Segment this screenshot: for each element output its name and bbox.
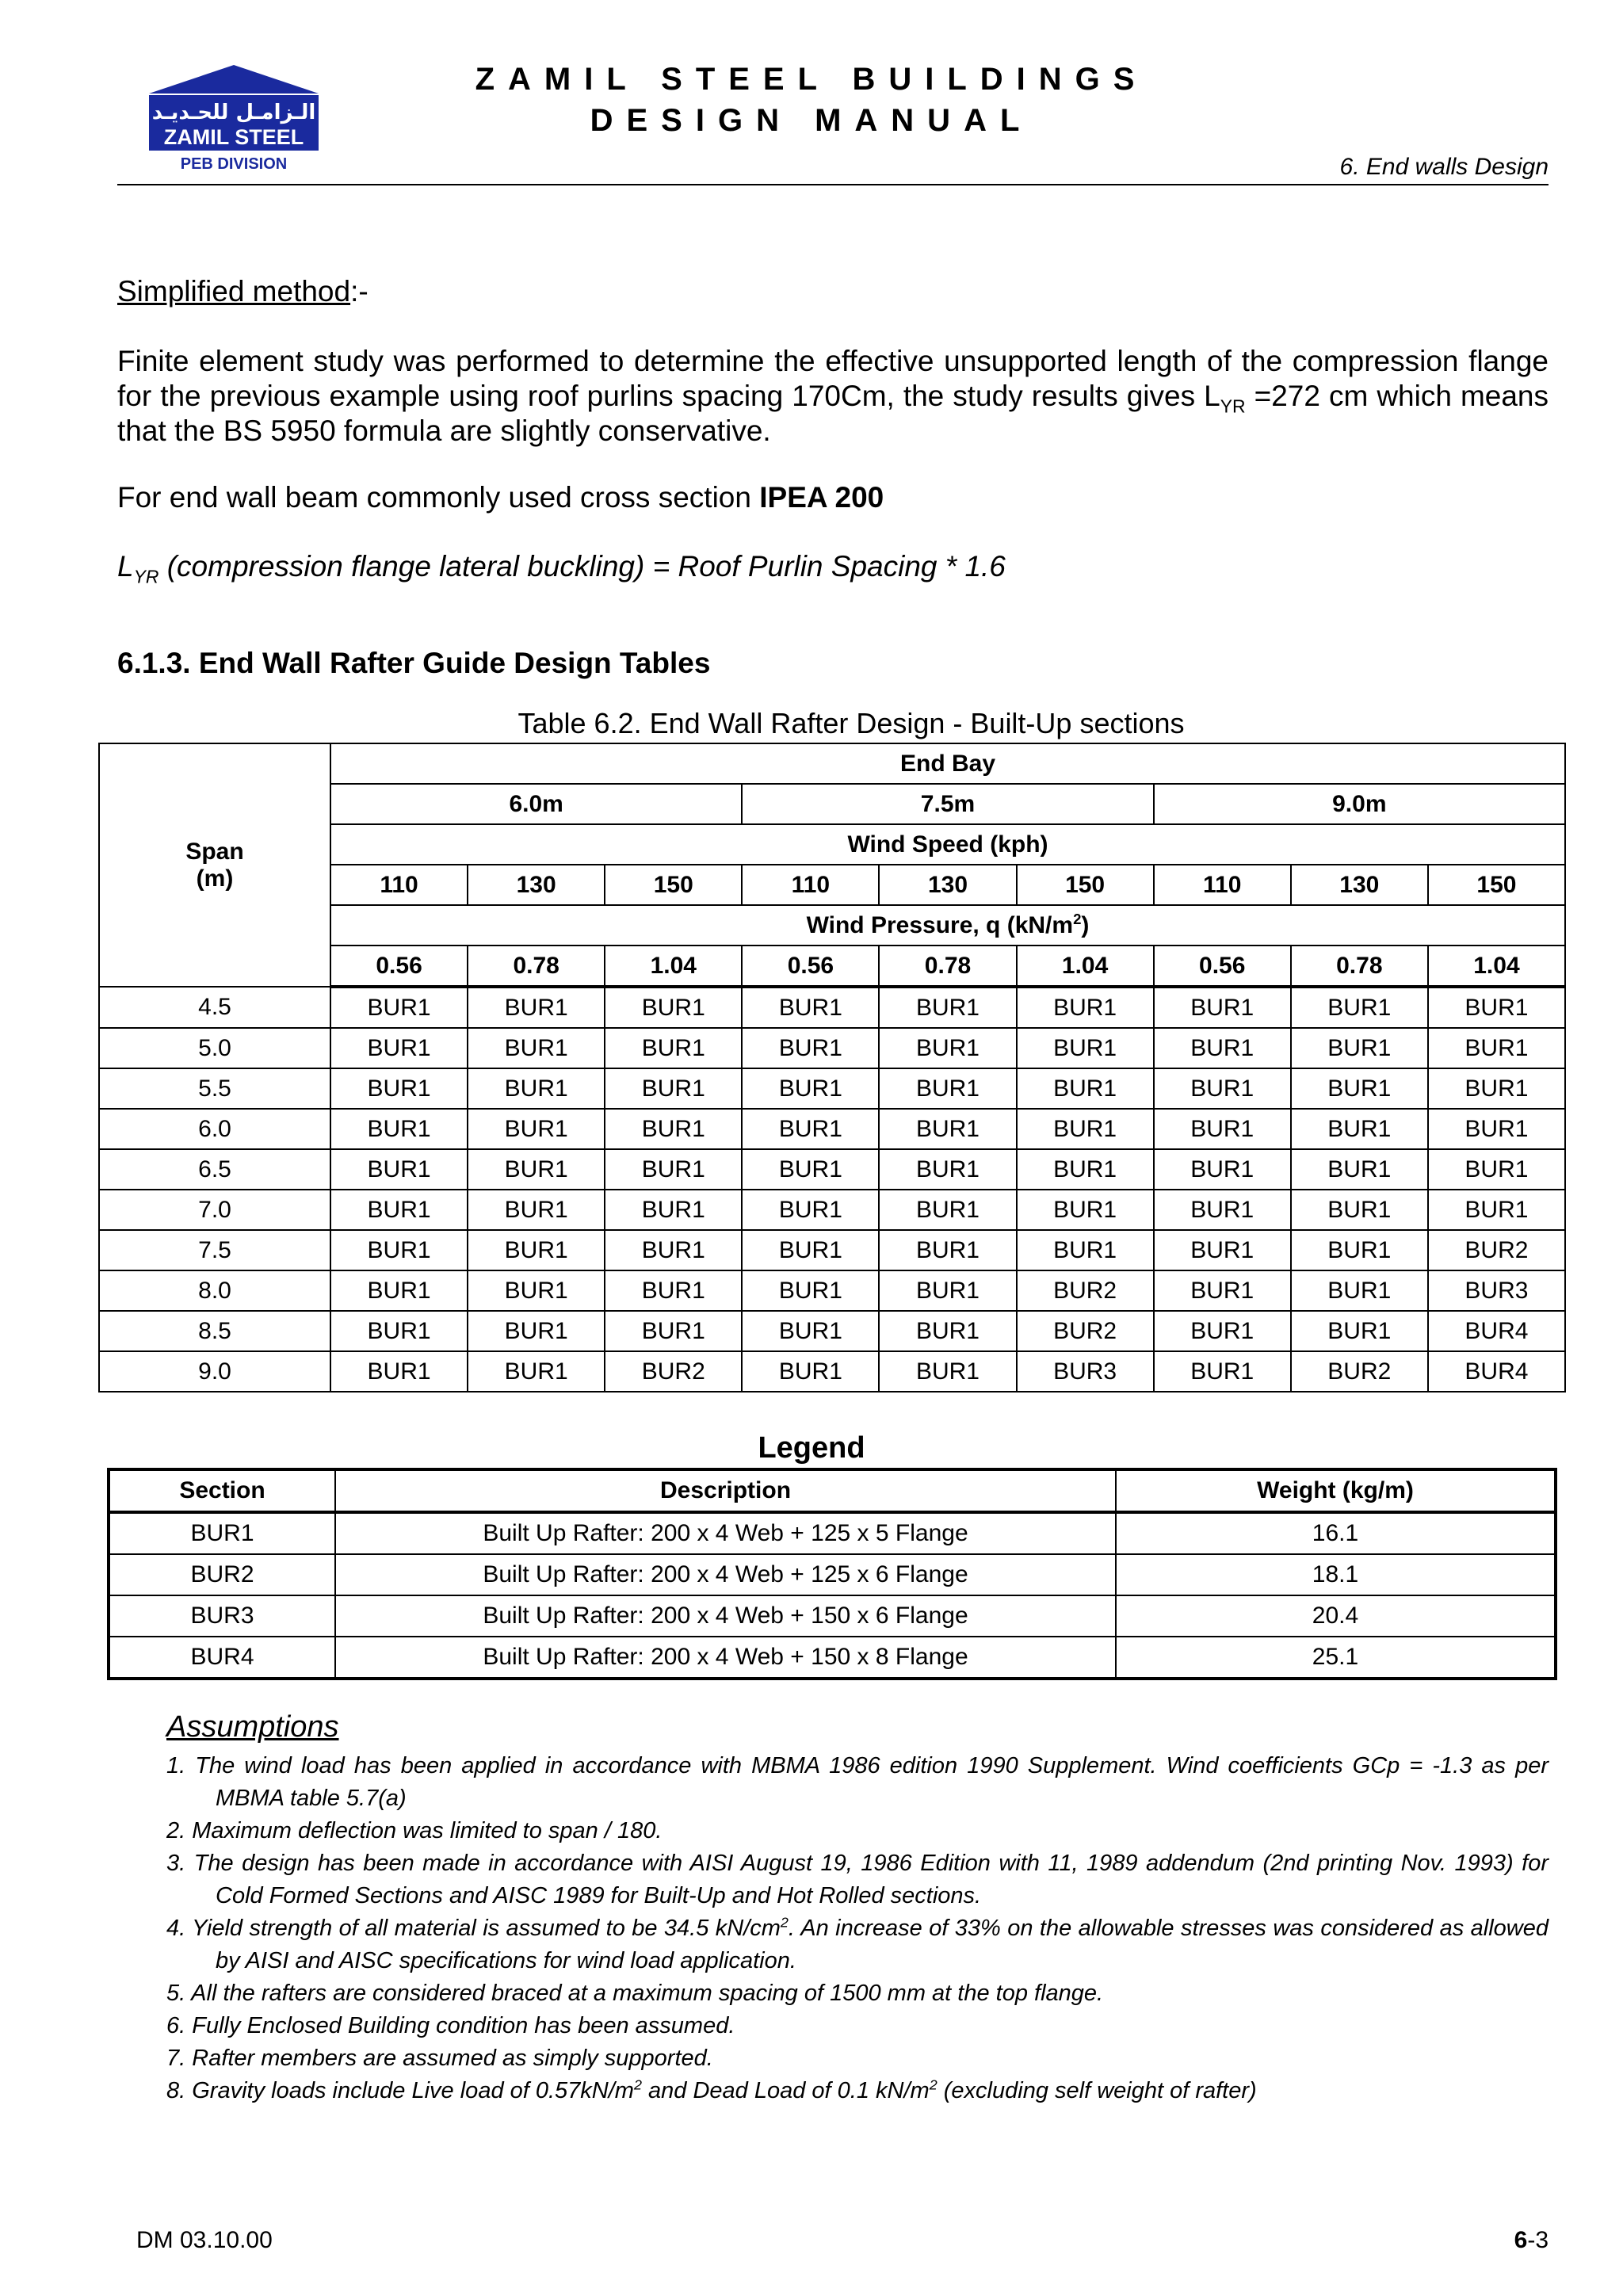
section-cell: BUR1 [879, 1109, 1016, 1149]
section-cell: BUR1 [605, 1230, 742, 1270]
section-cell: BUR1 [330, 1068, 468, 1109]
table-row [99, 1190, 1565, 1230]
section-cell: BUR1 [1291, 1230, 1428, 1270]
section-cell: BUR1 [330, 1109, 468, 1149]
section-cell: BUR1 [468, 1311, 605, 1351]
section-cell: BUR1 [605, 1270, 742, 1311]
legend-description-cell: Built Up Rafter: 200 x 4 Web + 125 x 5 Flange [335, 1512, 1116, 1554]
section-cell: BUR2 [1017, 1311, 1154, 1351]
wind-pressure-cell: 0.78 [1291, 946, 1428, 987]
section-cell: BUR1 [1154, 1068, 1291, 1109]
section-cell: BUR1 [1017, 1190, 1154, 1230]
span-cell: 7.5 [99, 1230, 330, 1270]
assumption-item: 5. All the rafters are considered braced at a maximum spacing of 1500 mm at the top flange. [166, 1981, 1104, 2006]
section-cell: BUR1 [1154, 1230, 1291, 1270]
legend-title: Legend [758, 1431, 865, 1465]
section-cell: BUR1 [330, 1311, 468, 1351]
wind-speed-cell: 110 [1154, 865, 1291, 905]
span-cell: 4.5 [99, 987, 330, 1028]
legend-weight-cell: 20.4 [1116, 1595, 1556, 1637]
section-cell: BUR1 [330, 987, 468, 1028]
section-cell: BUR1 [330, 1270, 468, 1311]
wind-pressure-cell: 1.04 [1017, 946, 1154, 987]
span-cell: 5.0 [99, 1028, 330, 1068]
section-cell: BUR1 [742, 987, 879, 1028]
simplified-method-heading: Simplified method:- [117, 275, 369, 308]
section-cell: BUR1 [742, 1230, 879, 1270]
section-cell: BUR1 [330, 1351, 468, 1392]
assumption-item: 7. Rafter members are assumed as simply supported. [166, 2046, 713, 2071]
section-cell: BUR1 [468, 1109, 605, 1149]
wind-pressure-cell: 0.56 [742, 946, 879, 987]
span-cell: 9.0 [99, 1351, 330, 1392]
legend-row [109, 1595, 1556, 1637]
section-cell: BUR1 [1017, 1109, 1154, 1149]
section-cell: BUR1 [742, 1109, 879, 1149]
wind-speed-cell: 110 [330, 865, 468, 905]
section-cell: BUR1 [468, 1068, 605, 1109]
section-cell: BUR1 [1291, 987, 1428, 1028]
manual-title-line2: DESIGN MANUAL [590, 103, 1033, 138]
section-cell: BUR1 [1017, 1230, 1154, 1270]
cross-section-paragraph: For end wall beam commonly used cross section IPEA 200 [117, 481, 884, 514]
legend-row [109, 1512, 1556, 1554]
legend-weight-cell: 18.1 [1116, 1554, 1556, 1595]
section-cell: BUR2 [1017, 1270, 1154, 1311]
logo-arabic-text: الـزامـل للحـديـد [151, 101, 316, 124]
wind-speed-cell: 130 [468, 865, 605, 905]
section-cell: BUR1 [1291, 1311, 1428, 1351]
wind-speed-header: Wind Speed (kph) [330, 824, 1565, 865]
section-cell: BUR1 [1154, 1028, 1291, 1068]
section-cell: BUR1 [468, 987, 605, 1028]
span-cell: 8.0 [99, 1270, 330, 1311]
section-cell: BUR1 [1291, 1149, 1428, 1190]
logo-name-text: ZAMIL STEEL [163, 125, 304, 149]
legend-section-cell: BUR4 [109, 1637, 335, 1679]
section-cell: BUR1 [879, 1149, 1016, 1190]
span-cell: 6.5 [99, 1149, 330, 1190]
legend-header-weight: Weight (kg/m) [1116, 1469, 1556, 1512]
section-heading: 6.1.3. End Wall Rafter Guide Design Tables [117, 647, 711, 679]
wind-pressure-cell: 0.78 [879, 946, 1016, 987]
span-cell: 7.0 [99, 1190, 330, 1230]
section-cell: BUR1 [1428, 1068, 1565, 1109]
section-cell: BUR1 [468, 1230, 605, 1270]
section-cell: BUR1 [742, 1068, 879, 1109]
section-cell: BUR1 [605, 987, 742, 1028]
section-cell: BUR1 [879, 1028, 1016, 1068]
assumption-item: 6. Fully Enclosed Building condition has been assumed. [166, 2013, 735, 2038]
legend-description-cell: Built Up Rafter: 200 x 4 Web + 150 x 8 Flange [335, 1637, 1116, 1679]
section-cell: BUR1 [879, 1351, 1016, 1392]
legend-weight-cell: 16.1 [1116, 1512, 1556, 1554]
assumption-item: 2. Maximum deflection was limited to span / 180. [166, 1818, 663, 1843]
legend-section-cell: BUR1 [109, 1512, 335, 1554]
section-cell: BUR2 [605, 1351, 742, 1392]
section-cell: BUR4 [1428, 1311, 1565, 1351]
finite-element-paragraph: Finite element study was performed to determine the effective unsupported length of the compression flange for the previous example using roof purlins spacing 170Cm, the study results gives $L_{YR} =272$ cm which means that the BS 5950 formula are slightly conservative. [117, 345, 1549, 447]
table-row [99, 1068, 1565, 1109]
section-cell: BUR1 [742, 1028, 879, 1068]
bay-header: 6.0m [330, 784, 742, 824]
wind-speed-cell: 110 [742, 865, 879, 905]
section-cell: BUR1 [1017, 1149, 1154, 1190]
section-cell: BUR1 [879, 1270, 1016, 1311]
span-cell: 6.0 [99, 1109, 330, 1149]
section-cell: BUR1 [879, 987, 1016, 1028]
section-cell: BUR4 [1428, 1351, 1565, 1392]
footer-page-number: 6-3 [1514, 2227, 1549, 2253]
section-cell: BUR1 [742, 1270, 879, 1311]
section-cell: BUR1 [1154, 1311, 1291, 1351]
section-cell: BUR1 [879, 1230, 1016, 1270]
section-cell: BUR1 [1428, 1028, 1565, 1068]
legend-description-cell: Built Up Rafter: 200 x 4 Web + 125 x 6 Flange [335, 1554, 1116, 1595]
legend-section-cell: BUR3 [109, 1595, 335, 1637]
section-cell: BUR3 [1428, 1270, 1565, 1311]
section-cell: BUR1 [605, 1068, 742, 1109]
legend-table [107, 1468, 1557, 1680]
wind-speed-cell: 150 [1428, 865, 1565, 905]
span-cell: 5.5 [99, 1068, 330, 1109]
wind-pressure-cell: 0.56 [330, 946, 468, 987]
section-cell: BUR1 [742, 1311, 879, 1351]
legend-header-description: Description [335, 1469, 1116, 1512]
legend-weight-cell: 25.1 [1116, 1637, 1556, 1679]
legend-header-section: Section [109, 1469, 335, 1512]
legend-section-cell: BUR2 [109, 1554, 335, 1595]
design-table-body [99, 987, 1565, 1392]
legend-table-body [109, 1512, 1556, 1679]
section-cell: BUR1 [1017, 1028, 1154, 1068]
assumptions-list [166, 1750, 1549, 2107]
chapter-title: 6. End walls Design [1339, 154, 1549, 180]
assumption-item: 4. Yield strength of all material is assumed to be 34.5 $kN/cm^2$. An increase of 33% on the allowable stresses was considered as allowed by AISI and AISC specifications for wind load application. [166, 1914, 1549, 1973]
section-cell: BUR1 [879, 1068, 1016, 1109]
table-row [99, 1028, 1565, 1068]
section-cell: BUR1 [605, 1190, 742, 1230]
section-cell: BUR1 [468, 1270, 605, 1311]
section-cell: BUR1 [1428, 987, 1565, 1028]
logo-division: PEB DIVISION [180, 155, 288, 173]
section-cell: BUR1 [1154, 1109, 1291, 1149]
table-row [99, 1230, 1565, 1270]
table-row [99, 1109, 1565, 1149]
wind-speed-cell: 150 [1017, 865, 1154, 905]
footer-doc-code: DM 03.10.00 [136, 2227, 273, 2253]
section-cell: BUR1 [605, 1149, 742, 1190]
manual-title-line1: ZAMIL STEEL BUILDINGS [475, 62, 1148, 97]
assumption-item: 8. Gravity loads include Live load of $0.57kN/m^2$ and Dead Load of 0.1 $kN/m^2$ (excluding self weight of rafter) [166, 2076, 1257, 2103]
section-cell: BUR1 [879, 1190, 1016, 1230]
section-cell: BUR1 [330, 1190, 468, 1230]
section-cell: BUR1 [1291, 1190, 1428, 1230]
section-cell: BUR1 [1154, 1270, 1291, 1311]
section-cell: BUR1 [605, 1311, 742, 1351]
section-cell: BUR1 [1154, 987, 1291, 1028]
section-cell: BUR1 [1291, 1109, 1428, 1149]
section-cell: BUR1 [468, 1149, 605, 1190]
section-cell: BUR1 [742, 1149, 879, 1190]
section-cell: BUR1 [742, 1190, 879, 1230]
section-cell: BUR3 [1017, 1351, 1154, 1392]
section-cell: BUR1 [468, 1351, 605, 1392]
section-cell: BUR1 [468, 1028, 605, 1068]
bay-header: 7.5m [742, 784, 1153, 824]
design-table [98, 743, 1566, 1392]
section-cell: BUR1 [330, 1149, 468, 1190]
wind-pressure-cell: 0.56 [1154, 946, 1291, 987]
section-cell: BUR1 [1017, 1068, 1154, 1109]
section-cell: BUR1 [1291, 1270, 1428, 1311]
section-cell: BUR1 [330, 1028, 468, 1068]
table-caption: Table 6.2. End Wall Rafter Design - Built-Up sections [517, 707, 1185, 739]
section-cell: BUR1 [468, 1190, 605, 1230]
section-cell: BUR1 [879, 1311, 1016, 1351]
section-cell: BUR1 [1154, 1190, 1291, 1230]
assumption-item: 3. The design has been made in accordance with AISI August 19, 1986 Edition with 11, 1989 addendum (2nd printing Nov. 1993) for Cold Formed Sections and AISC 1989 for Built-Up and Hot Rolled sections. [166, 1851, 1549, 1908]
span-cell: 8.5 [99, 1311, 330, 1351]
table-row [99, 1351, 1565, 1392]
span-header: Span (m) [99, 743, 330, 987]
section-cell: BUR1 [605, 1028, 742, 1068]
lyr-formula: $L_{YR}$ (compression flange lateral buckling) = Roof Purlin Spacing * 1.6 [117, 550, 1006, 587]
section-cell: BUR1 [1428, 1109, 1565, 1149]
legend-row [109, 1637, 1556, 1679]
section-cell: BUR1 [1017, 987, 1154, 1028]
wind-pressure-cell: 1.04 [605, 946, 742, 987]
legend-description-cell: Built Up Rafter: 200 x 4 Web + 150 x 6 Flange [335, 1595, 1116, 1637]
assumption-item: 1. The wind load has been applied in accordance with MBMA 1986 edition 1990 Supplement. Wind coefficients GCp = -1.3 as per MBMA table 5.7(a) [166, 1753, 1549, 1811]
section-cell: BUR1 [742, 1351, 879, 1392]
section-cell: BUR1 [330, 1230, 468, 1270]
section-cell: BUR1 [1291, 1068, 1428, 1109]
wind-pressure-cell: 1.04 [1428, 946, 1565, 987]
table-row [99, 1311, 1565, 1351]
section-cell: BUR1 [1428, 1149, 1565, 1190]
header-divider [117, 184, 1549, 185]
table-row [99, 1149, 1565, 1190]
assumptions-title: Assumptions [166, 1710, 339, 1744]
section-cell: BUR1 [605, 1109, 742, 1149]
section-cell: BUR2 [1291, 1351, 1428, 1392]
section-cell: BUR1 [1154, 1149, 1291, 1190]
legend-row [109, 1554, 1556, 1595]
bay-header: 9.0m [1154, 784, 1565, 824]
wind-pressure-cell: 0.78 [468, 946, 605, 987]
section-cell: BUR2 [1428, 1230, 1565, 1270]
section-cell: BUR1 [1154, 1351, 1291, 1392]
section-cell: BUR1 [1291, 1028, 1428, 1068]
section-cell: BUR1 [1428, 1190, 1565, 1230]
wind-speed-cell: 130 [879, 865, 1016, 905]
wind-speed-cell: 150 [605, 865, 742, 905]
end-bay-header: End Bay [330, 743, 1565, 784]
wind-speed-cell: 130 [1291, 865, 1428, 905]
wind-pressure-header: Wind Pressure, q $(kN/m^2)$ [330, 905, 1565, 946]
table-row [99, 987, 1565, 1028]
table-row [99, 1270, 1565, 1311]
